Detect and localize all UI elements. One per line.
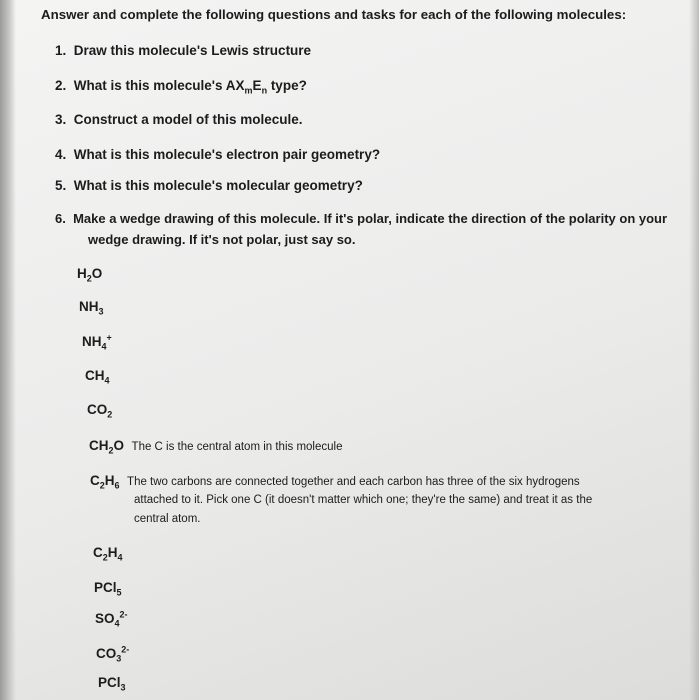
molecule-co2: $CO_2$ bbox=[87, 402, 113, 420]
question-number: 6. bbox=[55, 211, 66, 226]
molecule-ch2o: $CH_2O$ The C is the central atom in this molecule bbox=[89, 438, 343, 456]
page-shadow-left bbox=[0, 0, 16, 700]
molecule-pcl3: PCl$_3$ bbox=[98, 675, 126, 693]
question-6 bbox=[55, 210, 667, 227]
subscript-n: n bbox=[261, 85, 268, 96]
molecule-note: The C is the central atom in this molecule bbox=[131, 441, 343, 453]
molecule-pcl5: PCl$_5$ bbox=[94, 580, 122, 598]
question-number: 3. bbox=[55, 112, 67, 127]
question-number: 4. bbox=[55, 147, 67, 162]
question-text: What is this molecule's electron pair geometry? bbox=[73, 147, 381, 162]
letter-e: E bbox=[252, 78, 262, 93]
question-2 bbox=[55, 77, 307, 94]
question-text: Make a wedge drawing of this molecule. If it's polar, indicate the direction of the polarity on your bbox=[73, 211, 668, 226]
subscript-m: m bbox=[244, 85, 253, 96]
molecule-h2o: $H_2O$ bbox=[77, 266, 103, 284]
question-5 bbox=[55, 177, 363, 194]
molecule-nh3: $NH_3$ bbox=[79, 299, 104, 317]
molecule-ch4: $CH_4$ bbox=[85, 368, 110, 386]
molecule-so4-2minus: $SO_4^{2-}$ bbox=[95, 609, 128, 629]
question-number: 5. bbox=[55, 178, 67, 193]
molecule-co3-2minus: $CO_3^{2-}$ bbox=[96, 644, 130, 664]
question-6-continued: wedge drawing. If it's not polar, just say so. bbox=[88, 232, 356, 247]
molecule-c2h4: $C_2H_4$ bbox=[93, 545, 123, 563]
question-text: What is this molecule's molecular geometry? bbox=[73, 178, 363, 193]
question-text: What is this molecule's AX bbox=[73, 78, 245, 93]
molecule-c2h6: $C_2H_6$ The two carbons are connected together and each carbon has three of the six hydrogens bbox=[90, 473, 580, 491]
page-shadow-right bbox=[689, 0, 699, 700]
question-text: Construct a model of this molecule. bbox=[73, 112, 303, 127]
molecule-nh4-plus: $NH_4^+$ bbox=[82, 332, 112, 352]
molecule-note-line3: central atom. bbox=[134, 513, 201, 525]
question-3 bbox=[55, 111, 303, 128]
question-text: Draw this molecule's Lewis structure bbox=[73, 43, 312, 58]
question-4 bbox=[55, 146, 380, 163]
question-text-end: type? bbox=[267, 78, 307, 93]
molecule-note: The two carbons are connected together and each carbon has three of the six hydrogens bbox=[127, 476, 580, 488]
question-number: 1. bbox=[55, 43, 67, 58]
question-number: 2. bbox=[55, 78, 67, 93]
question-1 bbox=[55, 42, 311, 59]
instruction-heading: Answer and complete the following questions and tasks for each of the following molecules: bbox=[41, 7, 627, 22]
molecule-note-line2: attached to it. Pick one C (it doesn't matter which one; they're the same) and treat it as the bbox=[134, 494, 593, 506]
